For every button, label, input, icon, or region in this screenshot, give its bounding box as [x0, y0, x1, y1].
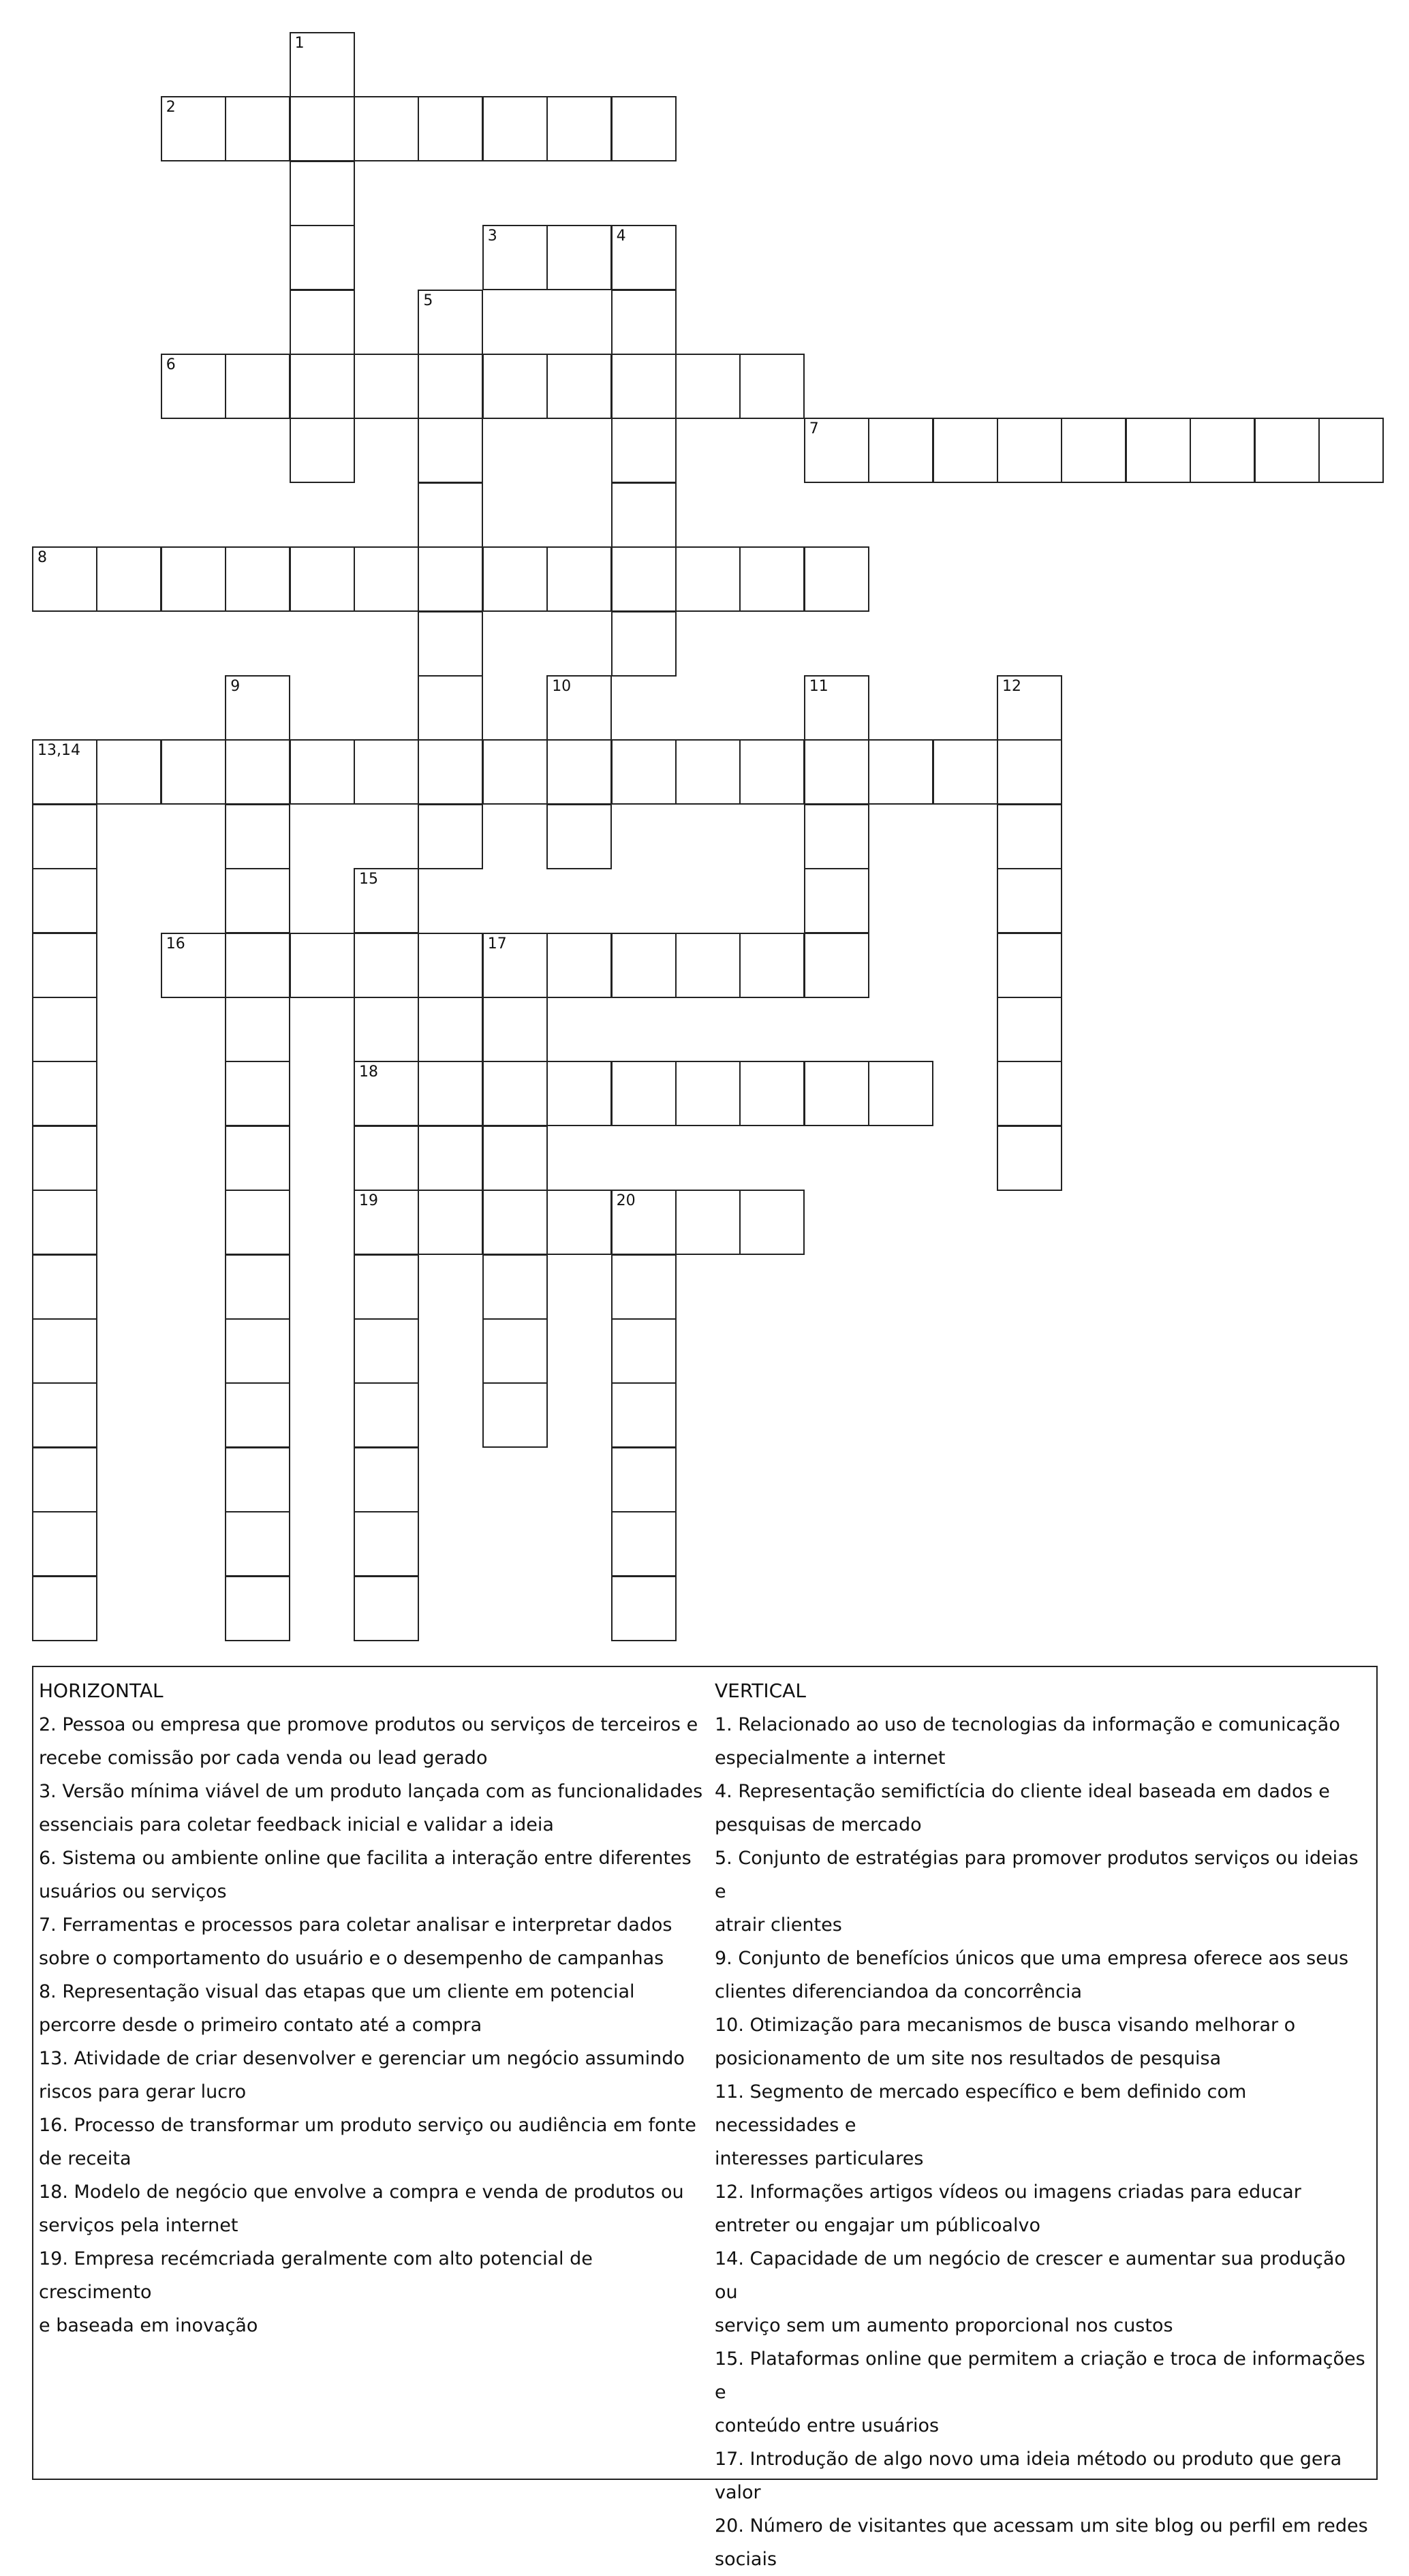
grid-cell[interactable]	[611, 96, 677, 161]
grid-cell[interactable]	[933, 739, 998, 805]
clue-line: 9. Conjunto de benefícios únicos que uma empresa oferece aos seus	[715, 1948, 1349, 1969]
grid-cell[interactable]	[611, 1318, 677, 1384]
clue-number: 18	[359, 1064, 378, 1081]
clue-line: valor	[715, 2482, 761, 2503]
grid-cell[interactable]	[225, 997, 290, 1062]
grid-cell[interactable]	[611, 546, 677, 612]
grid-cell[interactable]	[482, 1061, 548, 1126]
grid-cell[interactable]	[546, 933, 612, 998]
vertical-clues	[715, 1674, 1372, 2576]
grid-cell[interactable]	[290, 32, 355, 97]
clue-number: 15	[359, 871, 378, 888]
grid-cell[interactable]	[354, 1447, 419, 1512]
grid-cell[interactable]	[290, 739, 355, 805]
grid-cell[interactable]	[1254, 418, 1320, 483]
grid-cell[interactable]	[611, 1254, 677, 1320]
clue-line: 18. Modelo de negócio que envolve a compra e venda de produtos ou	[39, 2182, 684, 2203]
clue-number: 2	[166, 99, 176, 117]
grid-cell[interactable]	[290, 290, 355, 355]
grid-cell[interactable]	[611, 354, 677, 419]
grid-cell[interactable]	[482, 1190, 548, 1255]
grid-cell[interactable]	[804, 1061, 869, 1126]
grid-cell[interactable]	[546, 225, 612, 290]
grid-cell[interactable]	[997, 739, 1062, 805]
grid-cell[interactable]	[482, 1318, 548, 1384]
grid-cell[interactable]	[225, 1190, 290, 1255]
grid-cell[interactable]	[32, 868, 97, 933]
grid-cell[interactable]	[418, 546, 483, 612]
grid-cell[interactable]	[739, 546, 805, 612]
grid-cell[interactable]	[546, 96, 612, 161]
grid-cell[interactable]	[354, 1126, 419, 1191]
grid-cell[interactable]	[482, 933, 548, 998]
clue-line: usuários ou serviços	[39, 1881, 227, 1902]
grid-cell[interactable]	[32, 804, 97, 869]
grid-cell[interactable]	[290, 161, 355, 226]
grid-cell[interactable]	[804, 933, 869, 998]
horizontal-clues	[39, 1674, 710, 2342]
grid-cell[interactable]	[418, 1190, 483, 1255]
grid-cell[interactable]	[804, 804, 869, 869]
clue-number: 3	[487, 228, 497, 245]
grid-cell[interactable]	[225, 354, 290, 419]
grid-cell[interactable]	[225, 96, 290, 161]
clue-line: clientes diferenciandoa da concorrência	[715, 1981, 1083, 2002]
grid-cell[interactable]	[418, 675, 483, 741]
grid-cell[interactable]	[546, 1190, 612, 1255]
grid-cell[interactable]	[611, 1576, 677, 1641]
clue-line: 12. Informações artigos vídeos ou imagens criadas para educar	[715, 2182, 1301, 2203]
grid-cell[interactable]	[482, 1254, 548, 1320]
grid-cell[interactable]	[546, 546, 612, 612]
clue-line: percorre desde o primeiro contato até a compra	[39, 2015, 482, 2036]
clue-line: riscos para gerar lucro	[39, 2081, 247, 2102]
grid-cell[interactable]	[32, 1511, 97, 1577]
grid-cell[interactable]	[225, 1382, 290, 1448]
grid-cell[interactable]	[1126, 418, 1191, 483]
grid-cell[interactable]	[418, 997, 483, 1062]
grid-cell[interactable]	[354, 868, 419, 933]
grid-cell[interactable]	[804, 418, 869, 483]
grid-cell[interactable]	[32, 1254, 97, 1320]
clue-line: atrair clientes	[715, 1914, 842, 1936]
grid-cell[interactable]	[32, 997, 97, 1062]
grid-cell[interactable]	[225, 1061, 290, 1126]
grid-cell[interactable]	[611, 290, 677, 355]
clue-line: serviços pela internet	[39, 2215, 238, 2236]
clue-line: e baseada em inovação	[39, 2315, 258, 2336]
clue-line: 6. Sistema ou ambiente online que facilita a interação entre diferentes	[39, 1848, 692, 1869]
grid-cell[interactable]	[290, 933, 355, 998]
clue-number: 10	[552, 678, 572, 695]
clue-line: 5. Conjunto de estratégias para promover produtos serviços ou ideias e	[715, 1848, 1359, 1902]
grid-cell[interactable]	[418, 482, 483, 548]
horizontal-title: HORIZONTAL	[39, 1679, 164, 1702]
grid-cell[interactable]	[354, 1511, 419, 1577]
vertical-title: VERTICAL	[715, 1679, 806, 1702]
grid-cell[interactable]	[482, 96, 548, 161]
grid-cell[interactable]	[739, 1061, 805, 1126]
grid-cell[interactable]	[32, 739, 97, 805]
grid-cell[interactable]	[546, 354, 612, 419]
clue-line: 4. Representação semifictícia do cliente ideal baseada em dados e	[715, 1781, 1330, 1802]
clue-line: serviço sem um aumento proporcional nos custos	[715, 2315, 1173, 2336]
grid-cell[interactable]	[611, 739, 677, 805]
grid-cell[interactable]	[354, 1190, 419, 1255]
clue-line: especialmente a internet	[715, 1748, 946, 1769]
clue-line: 1. Relacionado ao uso de tecnologias da informação e comunicação	[715, 1714, 1340, 1735]
grid-cell[interactable]	[32, 933, 97, 998]
clue-line: 17. Introdução de algo novo uma ideia método ou produto que gera	[715, 2449, 1342, 2470]
grid-cell[interactable]	[804, 868, 869, 933]
clue-number: 8	[37, 549, 47, 567]
grid-cell[interactable]	[225, 1318, 290, 1384]
grid-cell[interactable]	[739, 354, 805, 419]
grid-cell[interactable]	[290, 546, 355, 612]
grid-cell[interactable]	[418, 611, 483, 677]
grid-cell[interactable]	[32, 1447, 97, 1512]
grid-cell[interactable]	[32, 1382, 97, 1448]
clue-number: 6	[166, 356, 176, 373]
grid-cell[interactable]	[290, 96, 355, 161]
grid-cell[interactable]	[354, 1382, 419, 1448]
clue-line: posicionamento de um site nos resultados de pesquisa	[715, 2048, 1222, 2069]
grid-cell[interactable]	[354, 1254, 419, 1320]
clue-line: 2. Pessoa ou empresa que promove produtos ou serviços de terceiros e	[39, 1714, 698, 1735]
grid-cell[interactable]	[225, 739, 290, 805]
grid-cell[interactable]	[868, 1061, 933, 1126]
clue-line: 16. Processo de transformar um produto serviço ou audiência em fonte	[39, 2115, 696, 2136]
grid-cell[interactable]	[290, 225, 355, 290]
grid-cell[interactable]	[482, 997, 548, 1062]
grid-cell[interactable]	[675, 1061, 741, 1126]
clue-line: 13. Atividade de criar desenvolver e gerenciar um negócio assumindo	[39, 2048, 685, 2069]
clue-number: 1	[294, 35, 305, 52]
grid-cell[interactable]	[675, 354, 741, 419]
grid-cell[interactable]	[32, 1126, 97, 1191]
clue-line: 3. Versão mínima viável de um produto lançada com as funcionalidades	[39, 1781, 703, 1802]
grid-cell[interactable]	[611, 225, 677, 290]
grid-cell[interactable]	[225, 1254, 290, 1320]
grid-cell[interactable]	[997, 868, 1062, 933]
clue-number: 20	[616, 1192, 636, 1210]
grid-cell[interactable]	[611, 482, 677, 548]
grid-cell[interactable]	[96, 546, 161, 612]
grid-cell[interactable]	[933, 418, 998, 483]
clue-line: pesquisas de mercado	[715, 1814, 922, 1835]
clue-line: de receita	[39, 2148, 131, 2169]
grid-cell[interactable]	[997, 997, 1062, 1062]
clue-number: 4	[616, 228, 626, 245]
grid-cell[interactable]	[32, 1061, 97, 1126]
grid-cell[interactable]	[354, 997, 419, 1062]
clue-line: recebe comissão por cada venda ou lead gerado	[39, 1748, 488, 1769]
grid-cell[interactable]	[739, 739, 805, 805]
grid-cell[interactable]	[482, 225, 548, 290]
grid-cell[interactable]	[225, 1447, 290, 1512]
clue-number: 13,14	[37, 742, 80, 760]
grid-cell[interactable]	[418, 804, 483, 869]
grid-cell[interactable]	[997, 1126, 1062, 1191]
grid-cell[interactable]	[546, 1061, 612, 1126]
grid-cell[interactable]	[225, 1576, 290, 1641]
clue-line: 20. Número de visitantes que acessam um site blog ou perfil em redes	[715, 2515, 1368, 2536]
grid-cell[interactable]	[32, 1576, 97, 1641]
grid-cell[interactable]	[354, 933, 419, 998]
grid-cell[interactable]	[418, 354, 483, 419]
grid-cell[interactable]	[225, 1511, 290, 1577]
grid-cell[interactable]	[161, 739, 226, 805]
grid-cell[interactable]	[611, 933, 677, 998]
grid-cell[interactable]	[611, 1447, 677, 1512]
grid-cell[interactable]	[418, 739, 483, 805]
grid-cell[interactable]	[611, 418, 677, 483]
clue-line: 10. Otimização para mecanismos de busca visando melhorar o	[715, 2015, 1296, 2036]
grid-cell[interactable]	[868, 418, 933, 483]
grid-cell[interactable]	[225, 1126, 290, 1191]
grid-cell[interactable]	[354, 1061, 419, 1126]
grid-cell[interactable]	[675, 546, 741, 612]
grid-cell[interactable]	[611, 1382, 677, 1448]
clue-number: 9	[230, 678, 241, 695]
clues-box	[32, 1666, 1378, 2570]
grid-cell[interactable]	[546, 804, 612, 869]
grid-cell[interactable]	[96, 739, 161, 805]
grid-cell[interactable]	[354, 1318, 419, 1384]
clue-number: 17	[487, 935, 507, 952]
grid-cell[interactable]	[482, 354, 548, 419]
grid-cell[interactable]	[418, 96, 483, 161]
grid-cell[interactable]	[804, 675, 869, 741]
clue-line: 7. Ferramentas e processos para coletar analisar e interpretar dados	[39, 1914, 672, 1936]
grid-cell[interactable]	[482, 1126, 548, 1191]
grid-cell[interactable]	[1061, 418, 1126, 483]
grid-cell[interactable]	[418, 290, 483, 355]
grid-cell[interactable]	[997, 1061, 1062, 1126]
clue-line: entreter ou engajar um públicoalvo	[715, 2215, 1040, 2236]
grid-cell[interactable]	[161, 354, 226, 419]
clue-number: 19	[359, 1192, 378, 1210]
clue-line: 15. Plataformas online que permitem a criação e troca de informações e	[715, 2348, 1365, 2403]
grid-cell[interactable]	[225, 804, 290, 869]
grid-cell[interactable]	[997, 675, 1062, 741]
grid-cell[interactable]	[675, 933, 741, 998]
grid-cell[interactable]	[354, 1576, 419, 1641]
grid-cell[interactable]	[418, 933, 483, 998]
grid-cell[interactable]	[225, 675, 290, 741]
clue-line: conteúdo entre usuários	[715, 2415, 940, 2436]
grid-cell[interactable]	[1318, 418, 1384, 483]
clue-line: sobre o comportamento do usuário e o desempenho de campanhas	[39, 1948, 664, 1969]
grid-cell[interactable]	[675, 739, 741, 805]
grid-cell[interactable]	[611, 1061, 677, 1126]
grid-cell[interactable]	[997, 933, 1062, 998]
clue-line: 11. Segmento de mercado específico e bem definido com necessidades e	[715, 2081, 1247, 2136]
grid-cell[interactable]	[611, 1511, 677, 1577]
clue-number: 7	[809, 420, 819, 438]
grid-cell[interactable]	[354, 546, 419, 612]
grid-cell[interactable]	[1190, 418, 1255, 483]
clue-number: 11	[809, 678, 829, 695]
grid-cell[interactable]	[418, 1061, 483, 1126]
clue-line: interesses particulares	[715, 2148, 924, 2169]
clue-line: sociais	[715, 2549, 777, 2570]
grid-cell[interactable]	[32, 546, 97, 612]
grid-cell[interactable]	[482, 739, 548, 805]
grid-cell[interactable]	[161, 933, 226, 998]
clue-number: 16	[166, 935, 185, 952]
grid-cell[interactable]	[225, 933, 290, 998]
clue-number: 12	[1002, 678, 1021, 695]
grid-cell[interactable]	[675, 1190, 741, 1255]
clue-line: 8. Representação visual das etapas que um cliente em potencial	[39, 1981, 635, 2002]
grid-cell[interactable]	[418, 418, 483, 483]
clue-number: 5	[423, 292, 433, 309]
grid-cell[interactable]	[290, 354, 355, 419]
grid-cell[interactable]	[161, 546, 226, 612]
grid-cell[interactable]	[32, 1318, 97, 1384]
grid-cell[interactable]	[804, 739, 869, 805]
grid-cell[interactable]	[482, 1382, 548, 1448]
grid-cell[interactable]	[161, 96, 226, 161]
grid-cell[interactable]	[354, 354, 419, 419]
grid-cell[interactable]	[418, 1126, 483, 1191]
grid-cell[interactable]	[997, 418, 1062, 483]
grid-cell[interactable]	[739, 933, 805, 998]
grid-cell[interactable]	[32, 1190, 97, 1255]
grid-cell[interactable]	[997, 804, 1062, 869]
grid-cell[interactable]	[225, 546, 290, 612]
clue-line: essenciais para coletar feedback inicial e validar a ideia	[39, 1814, 554, 1835]
grid-cell[interactable]	[354, 96, 419, 161]
grid-cell[interactable]	[868, 739, 933, 805]
grid-cell[interactable]	[739, 1190, 805, 1255]
grid-cell[interactable]	[290, 418, 355, 483]
grid-cell[interactable]	[482, 546, 548, 612]
grid-cell[interactable]	[611, 1190, 677, 1255]
grid-cell[interactable]	[546, 739, 612, 805]
grid-cell[interactable]	[354, 739, 419, 805]
grid-cell[interactable]	[611, 611, 677, 677]
clue-line: 14. Capacidade de um negócio de crescer e aumentar sua produção ou	[715, 2248, 1346, 2303]
grid-cell[interactable]	[546, 675, 612, 741]
clue-line: 19. Empresa recémcriada geralmente com alto potencial de crescimento	[39, 2248, 593, 2303]
grid-cell[interactable]	[804, 546, 869, 612]
grid-cell[interactable]	[225, 868, 290, 933]
